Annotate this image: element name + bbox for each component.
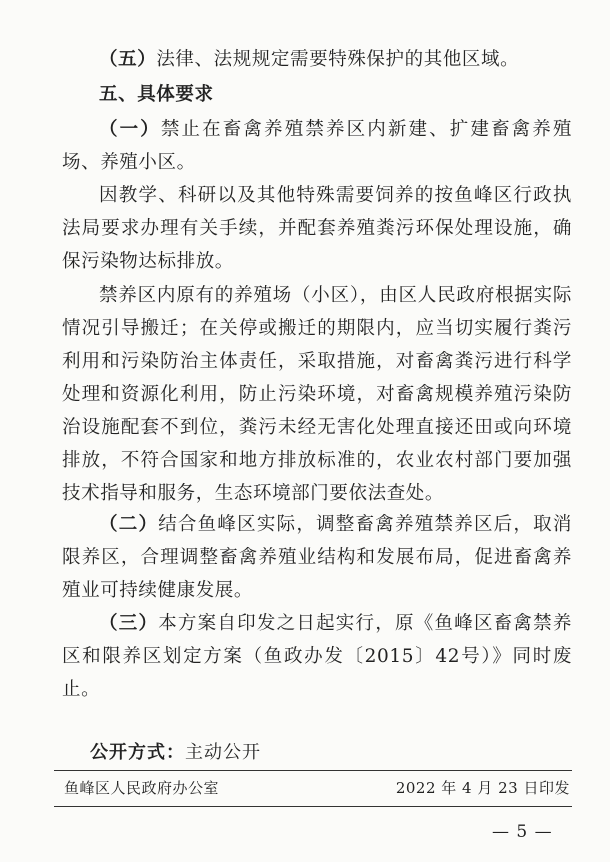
disclosure-mode <box>90 738 261 764</box>
page-number: — 5 — <box>492 822 553 842</box>
disclosure-label: 公开方式： <box>90 742 185 763</box>
paragraph-item-2 <box>62 508 572 607</box>
disclosure-value: 主动公开 <box>185 742 261 763</box>
paragraph-item-5 <box>62 43 572 76</box>
item-number: （二） <box>99 514 159 535</box>
item-number: （五） <box>99 49 157 70</box>
paragraph-item-1 <box>62 113 572 179</box>
item-number: （三） <box>99 613 159 634</box>
paragraph-teaching-research: 因教学、科研以及其他特殊需要饲养的按鱼峰区行政执法局要求办理有关手续，并配套养殖粪污环保处理设施，确保污染物达标排放。 <box>62 185 572 272</box>
paragraph-text: 本方案自印发之日起实行，原《鱼峰区畜禽禁养区和限养区划定方案（鱼政办发〔2015〕42号）》同时废止。 <box>62 613 572 700</box>
footer-top-rule <box>54 770 572 771</box>
issue-date: 2022 年 4 月 23 日印发 <box>395 779 570 797</box>
issuer-name: 鱼峰区人民政府办公室 <box>64 779 220 797</box>
footer-bottom-rule <box>54 806 572 807</box>
item-number: （一） <box>99 119 161 140</box>
paragraph-text: 结合鱼峰区实际，调整畜禽养殖禁养区后，取消限养区，合理调整畜禽养殖业结构和发展布局，促进畜禽养殖业可持续健康发展。 <box>62 514 572 601</box>
paragraph-text: 禁止在畜禽养殖禁养区内新建、扩建畜禽养殖场、养殖小区。 <box>62 119 572 173</box>
paragraph-text: 法律、法规规定需要特殊保护的其他区域。 <box>156 49 520 70</box>
paragraph-item-3 <box>62 607 572 706</box>
section-heading: 五、具体要求 <box>99 84 214 105</box>
paragraph-existing-farms: 禁养区内原有的养殖场（小区），由区人民政府根据实际情况引导搬迁；在关停或搬迁的期限内，应当切实履行粪污利用和污染防治主体责任，采取措施，对畜禽粪污进行科学处理和资源化利用，防止污染环境，对畜禽规模养殖污染防治设施配套不到位，粪污未经无害化处理直接还田或向环境排放，不符合国家和地方排放标准的，农业农村部门要加强技术指导和服务，生态环境部门要依法查处。 <box>62 285 572 504</box>
